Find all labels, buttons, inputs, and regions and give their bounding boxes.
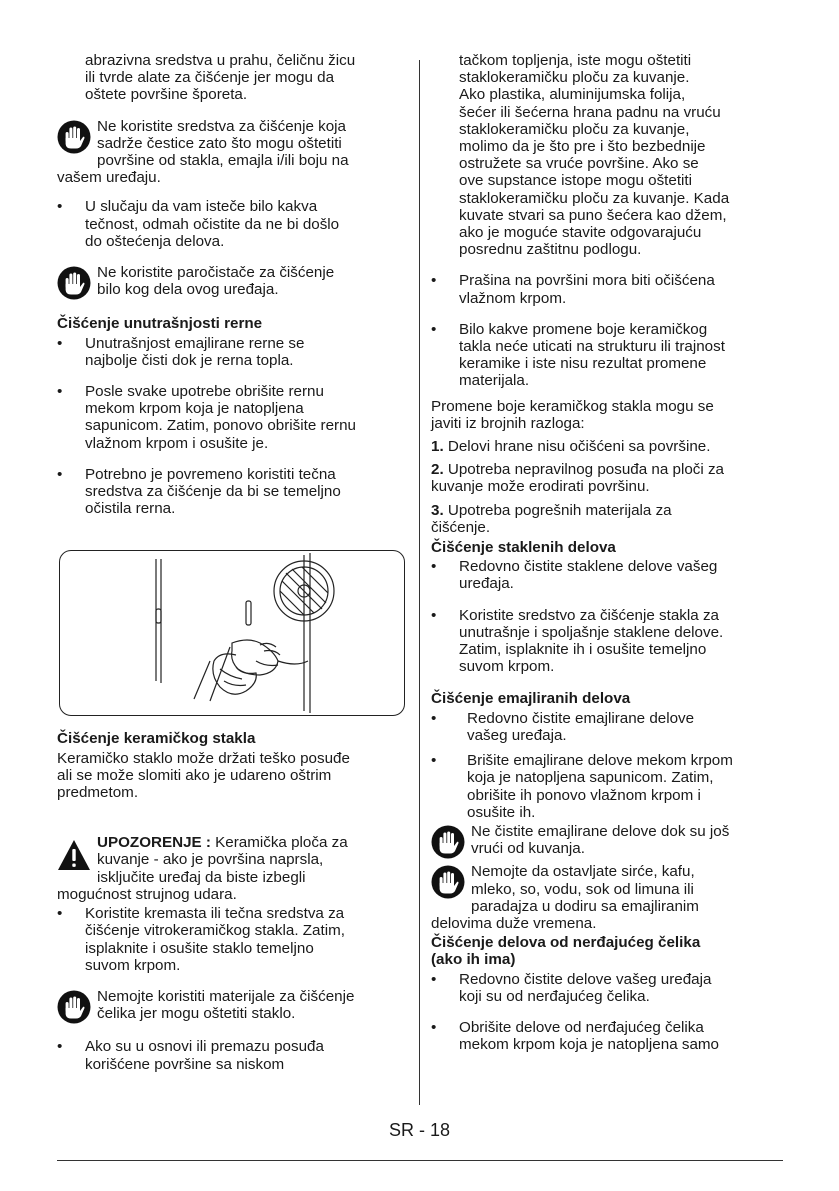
bullet-mark: • bbox=[431, 1018, 437, 1036]
list-item: • Koristite sredstvo za čišćenje stakla za unutrašnje i spoljašnje staklene delove. Zatim, isplaknite ih i osušite temeljno suvom krpom. bbox=[431, 606, 724, 676]
paragraph: Keramičko staklo može držati teško posuđe ali se može slomiti ako je udareno oštrim predmetom. bbox=[57, 749, 350, 802]
list-item: • Unutrašnjost emajlirane rerne se najbolje čisti dok je rerna topla. bbox=[57, 334, 305, 369]
warning-note: Nemojte koristiti materijale za čišćenje čelika jer mogu oštetiti staklo. bbox=[57, 988, 407, 1022]
bullet-mark: • bbox=[57, 334, 63, 352]
no-hand-icon bbox=[57, 266, 91, 300]
bullet-mark: • bbox=[431, 606, 437, 624]
bullet-mark: • bbox=[57, 198, 63, 216]
no-hand-icon bbox=[431, 865, 465, 899]
warning-note: Ne čistite emajlirane delove dok su još vrući od kuvanja. bbox=[431, 823, 786, 857]
column-divider bbox=[419, 60, 420, 1105]
bullet-mark: • bbox=[57, 1038, 63, 1056]
list-item: • Redovno čistite delove vašeg uređaja koji su od nerđajućeg čelika. bbox=[431, 970, 712, 1005]
footer-rule bbox=[57, 1160, 783, 1161]
numbered-item: 3. Upotreba pogrešnih materijala za čišćenje. bbox=[431, 501, 672, 536]
section-heading: Čišćenje staklenih delova bbox=[431, 539, 616, 557]
section-heading: Čišćenje delova od nerđajućeg čelika (ako ih ima) bbox=[431, 934, 701, 969]
list-item: • Obrišite delove od nerđajućeg čelika mekom krpom koja je natopljena samo bbox=[431, 1018, 719, 1054]
bullet-mark: • bbox=[57, 383, 63, 401]
bullet-mark: • bbox=[431, 709, 437, 727]
right-column bbox=[431, 52, 786, 1053]
page-number: SR - 18 bbox=[388, 1120, 451, 1140]
list-item: • Redovno čistite emajlirane delove vašeg uređaja. bbox=[431, 709, 695, 744]
left-column bbox=[57, 52, 407, 1073]
list-item: • Prašina na površini mora biti očišćena vlažnom krpom. bbox=[431, 272, 715, 307]
list-item: • Posle svake upotrebe obrišite rernu mekom krpom koja je natopljena sapunicom. Zatim, ponovo obrišite rernu vlažnom krpom i osušite je. bbox=[57, 383, 356, 452]
list-item: • Potrebno je povremeno koristiti tečna sredstva za čišćenje da bi se temeljno očistila rerna. bbox=[57, 465, 341, 518]
no-hand-icon bbox=[57, 120, 91, 154]
bullet-mark: • bbox=[431, 970, 437, 988]
numbered-item: 1. Delovi hrane nisu očišćeni sa površine. bbox=[431, 438, 711, 456]
section-heading: Čišćenje emajliranih delova bbox=[431, 689, 631, 707]
oven-cleaning-illustration bbox=[59, 550, 405, 716]
warning-note: Ne koristite paročistače za čišćenje bilo kog dela ovog uređaja. bbox=[57, 264, 407, 298]
bullet-mark: • bbox=[431, 320, 437, 338]
warning-note: Ne koristite sredstva za čišćenje koja sadrže čestice zato što mogu oštetiti površine od stakla, emajla i/ili boju na vašem uređaju. bbox=[57, 117, 349, 187]
caution-label: UPOZORENJE : bbox=[97, 834, 211, 852]
bullet-mark: • bbox=[431, 752, 437, 770]
bullet-mark: • bbox=[431, 558, 437, 576]
bullet-mark: • bbox=[57, 905, 63, 923]
warning-triangle-icon bbox=[57, 838, 91, 872]
intro-paragraph: abrazivna sredstva u prahu, čeličnu žicu ili tvrde alate za čišćenje jer mogu da oštete površine šporeta. bbox=[85, 52, 356, 104]
no-hand-icon bbox=[57, 990, 91, 1024]
section-heading: Čišćenje unutrašnjosti rerne bbox=[57, 315, 263, 333]
list-item: • Brišite emajlirane delove mekom krpom koja je natopljena sapunicom. Zatim, obrišite ih ponovo vlažnom krpom i osušite ih. bbox=[431, 752, 733, 821]
list-item: • Koristite kremasta ili tečna sredstva za čišćenje vitrokeramičkog stakla. Zatim, isplaknite i osušite staklo temeljno suvom krpom. bbox=[57, 905, 345, 974]
warning-note: Nemojte da ostavljate sirće, kafu, mleko, so, vodu, sok od limuna ili paradajza u dodiru sa emajliranim delovima duže vremena. bbox=[431, 863, 699, 932]
caution-note: UPOZORENJE : Keramička ploča za kuvanje - ako je površina naprsla, isključite uređaj da biste izbegli mogućnost strujnog udara. bbox=[57, 834, 348, 903]
list-item: • U slučaju da vam isteče bilo kakva tečnost, odmah očistite da ne bi došlo do oštećenja delova. bbox=[57, 198, 340, 250]
bullet-mark: • bbox=[57, 465, 63, 483]
intro-paragraph: tačkom topljenja, iste mogu oštetiti staklokeramičku ploču za kuvanje. Ako plastika, aluminijumska folija, šećer ili šećerna hrana padnu na vruću staklokeramičku ploču za kuvanje, molimo da je što pre i što bezbednije ostružete sa vruće površine. Ako se ove supstance istope mogu oštetiti staklokeramičku ploču za kuvanje. Kada kuvate stvari sa puno šećera kao džem, ako je moguće stavite odgovarajuću posrednu zaštitnu podlogu. bbox=[459, 52, 730, 259]
list-item: • Ako su u osnovi ili premazu posuđa korišćene površine sa niskom bbox=[57, 1038, 324, 1073]
no-hand-icon bbox=[431, 825, 465, 859]
bullet-mark: • bbox=[431, 272, 437, 290]
numbered-item: 2. Upotreba nepravilnog posuđa na ploči za kuvanje može erodirati površinu. bbox=[431, 461, 724, 496]
list-item: • Bilo kakve promene boje keramičkog takla neće uticati na strukturu ili trajnost keramike i iste nisu rezultat promene materijala. bbox=[431, 320, 725, 390]
section-heading: Čišćenje keramičkog stakla bbox=[57, 730, 256, 748]
oven-interior-drawing bbox=[60, 551, 404, 715]
list-item: • Redovno čistite staklene delove vašeg uređaja. bbox=[431, 558, 718, 593]
paragraph: Promene boje keramičkog stakla mogu se javiti iz brojnih razloga: bbox=[431, 397, 714, 432]
